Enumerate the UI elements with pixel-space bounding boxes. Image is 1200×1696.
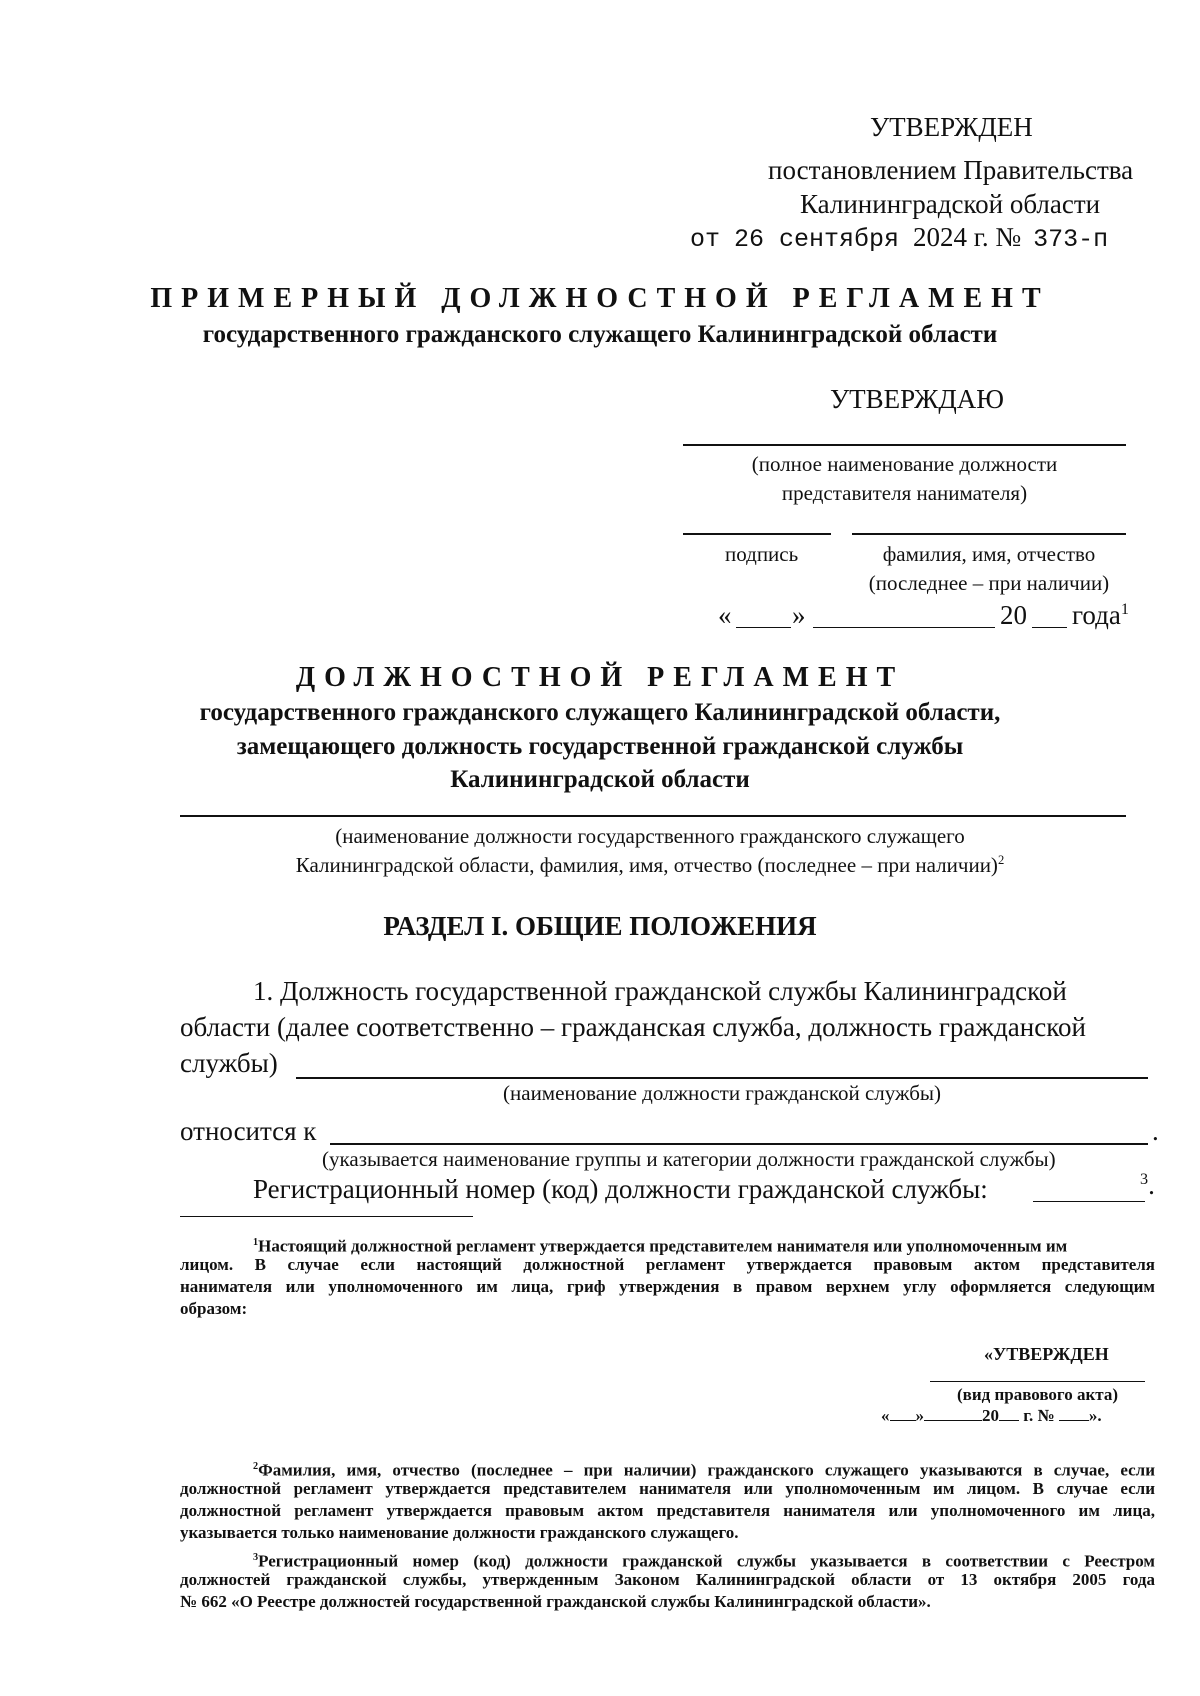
footnote-separator: [180, 1216, 473, 1217]
footnote-3-line-2: должностей гражданской службы, утвержденным Законом Калининградской области от 13 октября 2005 года: [180, 1570, 1155, 1589]
approve-day-line: [736, 627, 791, 628]
footnote-ref-2: 2: [997, 853, 1005, 867]
paragraph-1-line-1: 1. Должность государственной гражданской службы Калининградской: [253, 976, 1067, 1006]
footnote-2-line-4: указывается только наименование должности гражданского служащего.: [180, 1523, 739, 1542]
group-category-hint: (указывается наименование группы и категории должности гражданской службы): [322, 1147, 1056, 1171]
footnote-2-line-1: $^2$Фамилия, имя, отчество (последнее – при наличии) гражданского служащего указываются в случае, если: [253, 1460, 1155, 1480]
approve-date-open: «: [718, 600, 732, 630]
approve-month-line: [813, 627, 995, 628]
regulation-title: ДОЛЖНОСТНОЙ РЕГЛАМЕНТ: [295, 662, 905, 693]
regulation-line-1: государственного гражданского служащего Калининградской области,: [199, 699, 1001, 726]
stamp-approved: «УТВЕРЖДЕН: [984, 1344, 1109, 1364]
page-title: ПРИМЕРНЫЙ ДОЛЖНОСТНОЙ РЕГЛАМЕНТ: [150, 283, 1050, 314]
stamp-act-line: [930, 1381, 1145, 1382]
relates-end: .: [1152, 1116, 1159, 1146]
approve-year-suffix: года$^1$: [1072, 600, 1129, 630]
fio-label-1: фамилия, имя, отчество: [882, 542, 1096, 566]
position-name-line: [296, 1077, 1148, 1079]
approve-year-line: [1032, 627, 1067, 628]
position-line: [683, 444, 1126, 446]
footnote-2-line-3: должностной регламент утверждается правовым актом представителя нанимателя или уполномоченного им лица,: [180, 1501, 1155, 1520]
decree-label: постановлением Правительства: [768, 155, 1134, 185]
section-title: РАЗДЕЛ I. ОБЩИЕ ПОЛОЖЕНИЯ: [383, 911, 817, 941]
fio-line: [852, 533, 1126, 535]
employee-hint-1: (наименование должности государственного гражданского служащего: [335, 824, 965, 848]
page-subtitle: государственного гражданского служащего Калининградской области: [202, 321, 998, 348]
position-name-hint: (наименование должности гражданской службы): [503, 1081, 941, 1105]
paragraph-1-line-3: службы): [180, 1048, 278, 1078]
approved-label: УТВЕРЖДЕН: [870, 112, 1033, 142]
reg-number-label: Регистрационный номер (код) должности гражданской службы:: [253, 1174, 988, 1204]
approve-label: УТВЕРЖДАЮ: [830, 384, 1005, 414]
footnote-1-line-3: нанимателя или уполномоченного им лица, гриф утверждения в правом верхнем углу оформляется следующим: [180, 1277, 1155, 1296]
approve-date-close: »: [792, 600, 806, 630]
employee-line: [180, 815, 1126, 817]
region-label: Калининградской области: [800, 189, 1101, 219]
date-prefix: от: [690, 225, 721, 254]
date-value: 26 сентября: [734, 225, 900, 254]
position-hint-2: представителя нанимателя): [781, 481, 1028, 505]
signature-line: [683, 533, 831, 535]
stamp-date-line: « » 20 г. № ».: [881, 1406, 1102, 1425]
signature-label: подпись: [725, 542, 799, 566]
relates-label: относится к: [180, 1116, 317, 1146]
fio-label-2: (последнее – при наличии): [868, 571, 1110, 595]
footnote-1-line-2: лицом. В случае если настоящий должностной регламент утверждается правовым актом представителя: [180, 1255, 1155, 1274]
footnote-ref-3: 3: [1140, 1170, 1149, 1188]
footnote-1-line-1: $^1$Настоящий должностной регламент утверждается представителем нанимателя или уполномоченным им: [253, 1236, 1068, 1256]
footnote-3-line-1: $^3$Регистрационный номер (код) должности гражданской службы указывается в соответствии с Реестром: [253, 1551, 1155, 1571]
regulation-line-3: Калининградской области: [450, 766, 750, 793]
position-hint-1: (полное наименование должности: [751, 452, 1058, 476]
employee-hint-2: Калининградской области, фамилия, имя, отчество (последнее – при наличии)$^2$: [295, 853, 1005, 877]
decree-number: 373-п: [1033, 225, 1109, 254]
approve-year-prefix: 20: [1000, 600, 1027, 630]
footnote-2-line-2: должностной регламент утверждается представителем нанимателя или уполномоченным им лицом. В случае если: [180, 1479, 1155, 1498]
footnote-ref-1: 1: [1120, 600, 1129, 618]
date-year: 2024 г. №: [913, 222, 1022, 252]
footnote-1-line-4: образом:: [180, 1299, 248, 1318]
regulation-line-2: замещающего должность государственной гражданской службы: [236, 733, 964, 760]
decree-date-line: [690, 222, 1108, 254]
footnote-3-line-3: № 662 «О Реестре должностей государственной гражданской службы Калининградской области».: [180, 1592, 931, 1611]
group-category-line: [330, 1143, 1148, 1145]
reg-number-line: [1033, 1201, 1145, 1202]
stamp-act-hint: (вид правового акта): [956, 1385, 1118, 1404]
reg-number-end: $^3$.: [1140, 1170, 1155, 1200]
paragraph-1-line-2: области (далее соответственно – гражданская служба, должность гражданской: [180, 1012, 1086, 1042]
